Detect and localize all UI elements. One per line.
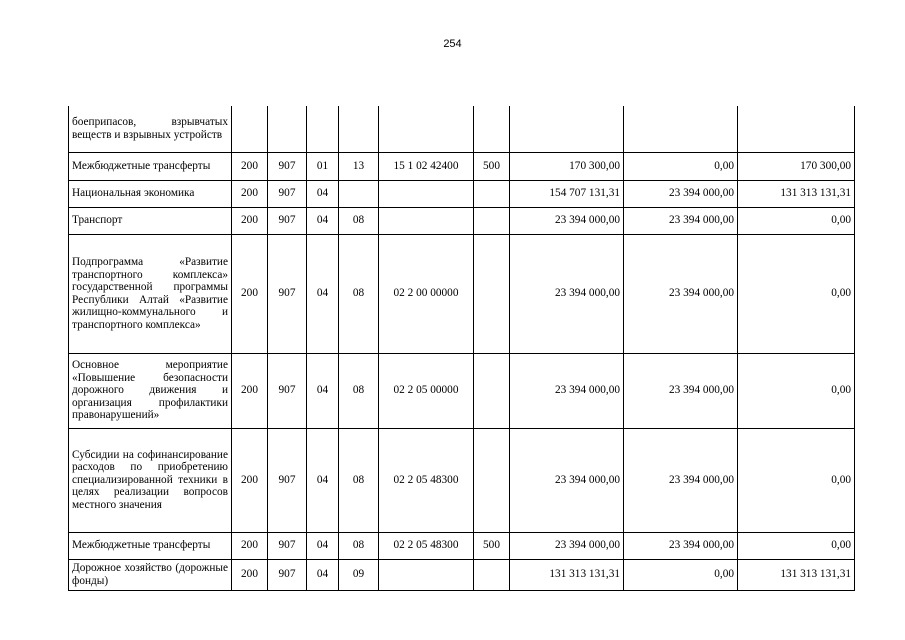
- cell-code-5: 02 2 05 00000: [379, 353, 474, 428]
- cell-amount-1: 154 707 131,31: [510, 180, 624, 207]
- cell-code-6: [474, 428, 510, 532]
- table-row: [69, 559, 855, 590]
- cell-code-5: 02 2 05 48300: [379, 532, 474, 559]
- cell-code-1: 200: [232, 234, 268, 353]
- cell-code-1: 200: [232, 353, 268, 428]
- cell-amount-2: 23 394 000,00: [624, 207, 738, 234]
- row-name: Субсидии на софинансирование расходов по приобретению специализированной техники в целях реализации вопросов местного значения: [69, 428, 232, 532]
- cell-amount-3: 131 313 131,31: [738, 559, 855, 590]
- cell-amount-2: 23 394 000,00: [624, 532, 738, 559]
- cell-amount-1: 23 394 000,00: [510, 428, 624, 532]
- cell-code-1: 200: [232, 180, 268, 207]
- cell-code-5: 02 2 05 48300: [379, 428, 474, 532]
- cell-code-1: 200: [232, 532, 268, 559]
- row-name: Национальная экономика: [69, 180, 232, 207]
- table-row: [69, 106, 855, 152]
- cell-amount-3: 0,00: [738, 428, 855, 532]
- cell-code-4: 08: [339, 234, 379, 353]
- cell-code-1: 200: [232, 152, 268, 180]
- cell-code-4: 08: [339, 353, 379, 428]
- row-name: Основное мероприятие «Повышение безопасности дорожного движения и организация профилактики правонарушений»: [69, 353, 232, 428]
- cell-code-6: [474, 106, 510, 152]
- cell-amount-1: 23 394 000,00: [510, 353, 624, 428]
- row-name: Подпрограмма «Развитие транспортного комплекса» государственной программы Республики Алтай «Развитие жилищно-коммунального и транспортного комплекса»: [69, 234, 232, 353]
- cell-code-4: 09: [339, 559, 379, 590]
- row-name: Дорожное хозяйство (дорожные фонды): [69, 559, 232, 590]
- cell-code-6: [474, 180, 510, 207]
- cell-code-4: 08: [339, 428, 379, 532]
- cell-amount-1: 23 394 000,00: [510, 234, 624, 353]
- cell-amount-3: 0,00: [738, 234, 855, 353]
- cell-code-5: [379, 559, 474, 590]
- table-row: [69, 207, 855, 234]
- budget-table: [68, 106, 855, 591]
- cell-code-6: 500: [474, 532, 510, 559]
- cell-amount-3: 0,00: [738, 532, 855, 559]
- cell-amount-2: 0,00: [624, 559, 738, 590]
- cell-code-2: 907: [268, 559, 307, 590]
- cell-code-4: [339, 106, 379, 152]
- cell-code-5: 15 1 02 42400: [379, 152, 474, 180]
- cell-code-2: 907: [268, 180, 307, 207]
- cell-code-5: [379, 207, 474, 234]
- cell-code-3: 04: [307, 180, 339, 207]
- row-name: Транспорт: [69, 207, 232, 234]
- cell-amount-1: 23 394 000,00: [510, 207, 624, 234]
- cell-code-3: 04: [307, 559, 339, 590]
- cell-code-2: 907: [268, 152, 307, 180]
- page-number: 254: [443, 38, 462, 50]
- cell-amount-3: [738, 106, 855, 152]
- cell-code-6: [474, 207, 510, 234]
- cell-code-1: [232, 106, 268, 152]
- cell-code-3: 04: [307, 234, 339, 353]
- cell-amount-2: [624, 106, 738, 152]
- cell-amount-3: 131 313 131,31: [738, 180, 855, 207]
- cell-code-2: 907: [268, 428, 307, 532]
- cell-code-4: 13: [339, 152, 379, 180]
- cell-amount-3: 0,00: [738, 353, 855, 428]
- cell-amount-2: 23 394 000,00: [624, 234, 738, 353]
- cell-code-2: 907: [268, 532, 307, 559]
- cell-code-3: 04: [307, 428, 339, 532]
- cell-code-4: 08: [339, 207, 379, 234]
- cell-code-3: 04: [307, 207, 339, 234]
- table-row: [69, 180, 855, 207]
- cell-code-2: 907: [268, 207, 307, 234]
- cell-amount-3: 170 300,00: [738, 152, 855, 180]
- table-row: [69, 234, 855, 353]
- row-name: Межбюджетные трансферты: [69, 152, 232, 180]
- cell-amount-2: 23 394 000,00: [624, 180, 738, 207]
- cell-code-4: 08: [339, 532, 379, 559]
- cell-amount-1: 170 300,00: [510, 152, 624, 180]
- cell-code-1: 200: [232, 207, 268, 234]
- row-name: боеприпасов, взрывчатых веществ и взрывных устройств: [69, 106, 232, 152]
- table-row: [69, 152, 855, 180]
- cell-code-2: 907: [268, 234, 307, 353]
- cell-code-1: 200: [232, 428, 268, 532]
- cell-code-1: 200: [232, 559, 268, 590]
- cell-code-2: [268, 106, 307, 152]
- cell-code-5: 02 2 00 00000: [379, 234, 474, 353]
- cell-amount-1: 23 394 000,00: [510, 532, 624, 559]
- cell-amount-2: 23 394 000,00: [624, 428, 738, 532]
- table-row: [69, 532, 855, 559]
- cell-amount-1: 131 313 131,31: [510, 559, 624, 590]
- cell-code-6: [474, 353, 510, 428]
- table-row: [69, 353, 855, 428]
- cell-code-4: [339, 180, 379, 207]
- cell-amount-1: [510, 106, 624, 152]
- row-name: Межбюджетные трансферты: [69, 532, 232, 559]
- cell-code-5: [379, 180, 474, 207]
- table-row: [69, 428, 855, 532]
- cell-code-3: 01: [307, 152, 339, 180]
- cell-code-5: [379, 106, 474, 152]
- cell-amount-3: 0,00: [738, 207, 855, 234]
- cell-code-6: [474, 234, 510, 353]
- cell-code-6: [474, 559, 510, 590]
- cell-amount-2: 23 394 000,00: [624, 353, 738, 428]
- cell-code-6: 500: [474, 152, 510, 180]
- cell-code-3: [307, 106, 339, 152]
- cell-code-2: 907: [268, 353, 307, 428]
- cell-amount-2: 0,00: [624, 152, 738, 180]
- cell-code-3: 04: [307, 353, 339, 428]
- cell-code-3: 04: [307, 532, 339, 559]
